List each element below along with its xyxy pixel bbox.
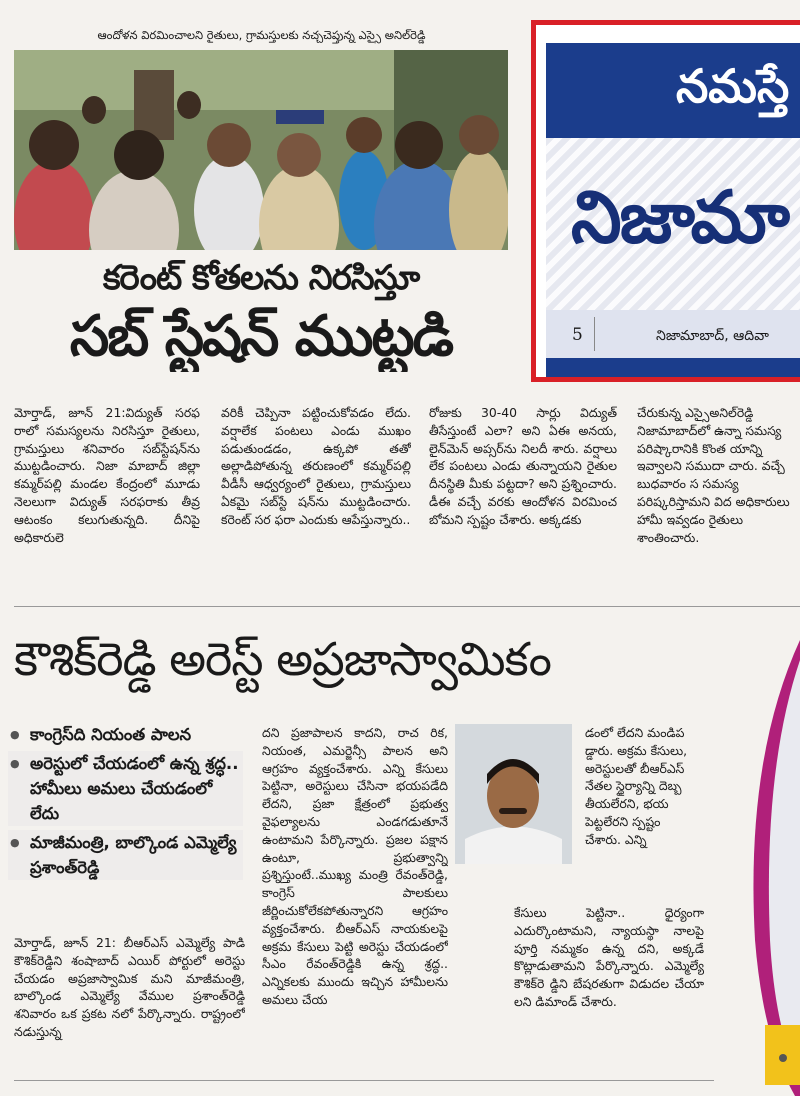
story2-headline: కౌశిక్‌రెడ్డి అరెస్ట్‌ అప్రజాస్వామికం: [14, 632, 551, 686]
section-divider: [14, 606, 800, 607]
bottom-divider: [14, 1080, 714, 1081]
politician-portrait: [455, 724, 572, 864]
story2-column-1: మోర్తాడ్‌, జూన్‌ 21: బీఆర్‌ఎస్‌ ఎమ్మెల్యే పాడి కౌశిక్‌రెడ్డిని శంషాబాద్‌ ఎయిర్‌ పోర్టులో అరెస్టు చేయడం అప్రజాస్వామిక మని మాజీమంత్రి, బాల్కొండ ఎమ్మెల్యే వేముల ప్రశాంత్‌రెడ్డి శనివారం ఒక ప్రకట నలో పేర్కొన్నారు. రాష్ట్రంలో నడుస్తున్న: [14, 935, 245, 1039]
masthead-bottom-band: [546, 358, 800, 378]
story2-column-3a: డంలో లేదని మండిప డ్డారు. అక్రమ కేసులు, అరెస్టులతో బీఆర్‌ఎస్‌ నేతల స్థైర్యాన్ని దెబ్బ తీయలేరని, భయ పెట్టలేరని స్పష్టం చేశారు. ఎన్ని: [585, 725, 688, 847]
highlight-text: మాజీమంత్రి, బాల్కొండ ఎమ్మెల్యే ప్రశాంత్‌రెడ్డి: [30, 833, 237, 877]
protest-photo: [14, 50, 508, 250]
masthead-brand-top: నమస్తే: [676, 59, 790, 113]
highlight-item: [8, 830, 243, 880]
highlight-text: కాంగ్రెస్‌ది నియంత పాలన: [30, 725, 192, 744]
masthead-brand-main: నిజామా: [571, 175, 788, 259]
highlight-text: అరెస్టులో చేయడంలో ఉన్న శ్రద్ధ.. హామీలు అమలు చేయడంలో లేదు: [30, 754, 239, 823]
highlight-item: [8, 751, 243, 826]
adjacent-ad-art: [735, 640, 800, 1096]
story2-highlights: [8, 722, 243, 884]
story1-column-2: వరికీ చెప్పినా పట్టించుకోవడం లేదు. వర్షాలేక పంటలు ఎండు ముఖం పడుతుండడం, ఉక్కపో తతో అల్లాడిపోతున్న తరుణంలో కమ్మర్‌పల్లి వీడీసీ ఆధ్వర్యంలో రైతులు, గ్రామస్తులు ఏకమై సబ్‌స్టే షన్‌ను ముట్టడించారు. కరెంట్‌ సర ఫరా ఎందుకు ఆపేస్తున్నారు..: [221, 405, 411, 527]
crowd-illustration: [14, 50, 508, 250]
masthead-separator: [594, 317, 595, 351]
highlight-item: [8, 722, 243, 747]
story1-column-4: చేరుకున్న ఎస్సైఅనిల్‌రెడ్డి నిజామాబాద్‌లో ఉన్నా సమస్య పరిష్కారానికి కొంత యాన్ని ఇవ్వాలని సముదా చారు. వచ్చే బుధవారం స సమస్య పరిష్కరిస్తామని విద అధికారులు హామీ ఇవ్వడం రైతులు శాంతించారు.: [637, 405, 790, 545]
newspaper-masthead: [531, 20, 800, 382]
photo-caption: ఆందోళన విరమించాలని రైతులు, గ్రామస్తులకు నచ్చచెప్తున్న ఎస్సై అనిల్‌రెడ్డి: [97, 28, 426, 42]
ad-decoration: [735, 640, 800, 1096]
story1-column-3: రోజుకు 30-40 సార్లు విద్యుత్‌ తీసేస్తుంటే ఎలా? అని ఏఈ అనయ, లైన్‌మెన్‌ అప్సర్‌ను నిలదీ శారు. వర్షాలు లేక పంటలు ఎండు తున్నాయని రైతుల దీనస్థితి మీకు పట్టదా? అని ప్రశ్నించారు. డీఈ వచ్చే వరకు ఆందోళన విరమించ బోమని స్పష్టం చేశారు. అక్కడకు: [429, 405, 617, 527]
story1-column-1: మోర్తాడ్‌, జూన్‌ 21:విద్యుత్‌ సరఫ రాలో సమస్యలను నిరసిస్తూ రైతులు, గ్రామస్తులు శనివారం సబ్‌స్టేషన్‌ను ముట్టడించారు. నిజా మాబాద్‌ జిల్లా కమ్మర్‌పల్లి మండల కేంద్రంలో మూడు నెలలుగా విద్యుత్‌ సరఫరాకు తీవ్ర ఆటంకం కలుగుతున్నది. దీనిపై అధికారులె: [14, 405, 200, 545]
story2-column-2: దని ప్రజాపాలన కాదని, రాచ రిక, నియంత, ఎమర్జెన్సీ పాలన అని ఆగ్రహం వ్యక్తంచేశారు. ఎన్ని కేసులు పెట్టినా, అరెస్టులు చేసినా భయపడేది లేదని, ప్రజా క్షేత్రంలో ప్రభుత్వ వైఫల్యాలను ఎండగడుతూనే ఉంటామని పేర్కొన్నారు. ప్రజల పక్షాన ఉంటూ, ప్రభుత్వాన్ని ప్రశ్నిస్తుంటే..ముఖ్య మంత్రి రేవంత్‌రెడ్డి, కాంగ్రెస్‌ పాలకులు జీర్ణించుకోలేకపోతున్నారని ఆగ్రహం వ్యక్తంచేశారు. బీఆర్‌ఎస్‌ నాయకులపై అక్రమ కేసులు పెట్టి అరెస్టు చేయడంలో సీఎం రేవంత్‌రెడ్డికి ఉన్న శ్రద్ధ.. ఎన్నికలకు ముందు ఇచ్చిన హామీలను అమలు చేయ: [262, 725, 448, 1007]
page-number: 5: [572, 325, 583, 345]
masthead-place-date: నిజామాబాద్‌, ఆదివా: [656, 328, 769, 344]
portrait-illustration: [455, 724, 572, 864]
story1-kicker: కరెంట్‌ కోతలను నిరసిస్తూ: [102, 258, 420, 298]
story1-headline: సబ్‌ స్టేషన్‌ ముట్టడి: [69, 304, 453, 369]
story2-column-3b: కేసులు పెట్టినా.. ధైర్యంగా ఎదుర్కొంటామని, న్యాయస్థా నాలపై పూర్తి నమ్మకం ఉన్న దని, అక్కడే కొట్లాడుతామని పేర్కొన్నారు. ఎమ్మెల్యే కౌశిక్‌రె డ్డిని బేషరతుగా విడుదల చేయా లని డిమాండ్‌ చేశారు.: [514, 905, 704, 1009]
